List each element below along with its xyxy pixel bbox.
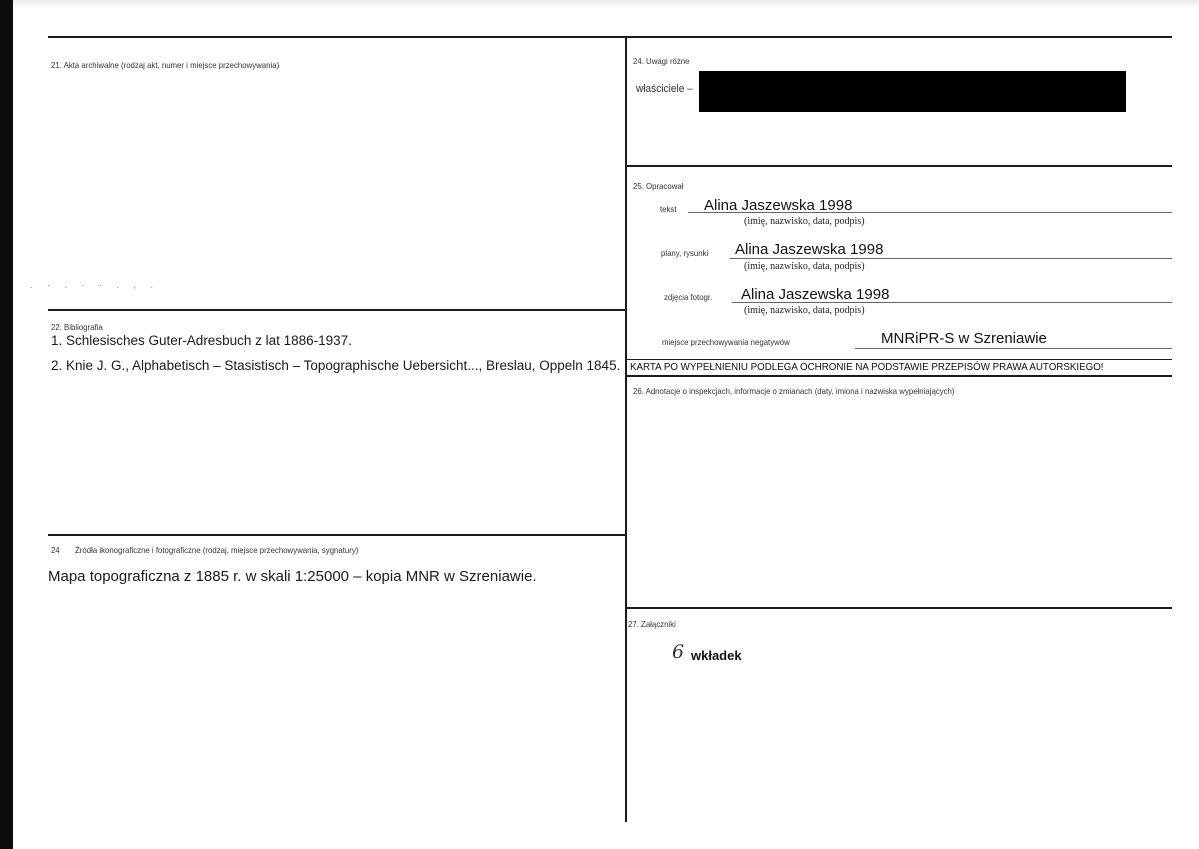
text-author-value: Alina Jaszewska 1998 [704,197,853,214]
section-27-label: 27. Załączniki [628,619,676,629]
negatives-underline [855,348,1172,349]
drawings-author-label: plany, rysunki [661,248,709,258]
bibliography-item-2: 2. Knie J. G., Alphabetisch – Stasistisch – Topographische Uebersicht..., Breslau, Oppeln 1845. [51,358,621,373]
photos-author-hint: (imię, nazwisko, data, podpis) [744,305,865,316]
section-24-notes-label: 24. Uwagi różne [633,56,690,66]
right-divider-25 [626,165,1172,167]
copyright-warning: KARTA PO WYPEŁNIENIU PODLEGA OCHRONIE NA PODSTAWIE PRZEPISÓW PRAWA AUTORSKIEGO! [630,361,1104,373]
text-author-underline [688,212,1172,213]
top-border [48,36,1172,38]
section-24-number: 24 [51,545,60,555]
section-25-label: 25. Opracował [633,181,684,191]
negatives-value: MNRiPR-S w Szreniawie [881,330,1047,347]
negatives-label: miejsce przechowywania negatywów [662,337,790,347]
redacted-owner-name [699,71,1126,112]
text-author-label: tekst [660,204,677,214]
text-author-hint: (imię, nazwisko, data, podpis) [744,216,865,227]
right-divider-warning-top [626,359,1172,360]
photos-author-label: zdjęcia fotogr. [664,292,713,302]
scan-noise: . · . · · . , . [30,280,159,290]
section-22-label: 22. Bibliografia [51,322,103,332]
drawings-author-value: Alina Jaszewska 1998 [735,241,884,258]
drawings-author-underline [730,258,1172,259]
bibliography-item-1: 1. Schlesisches Guter-Adresbuch z lat 1886-1937. [51,333,352,348]
photos-author-underline [732,302,1172,303]
left-divider-24 [48,534,626,536]
iconography-content: Mapa topograficzna z 1885 r. w skali 1:25000 – kopia MNR w Szreniawie. [48,568,537,585]
scan-left-edge [0,0,13,849]
section-26-label: 26. Adnotacje o inspekcjach, informacje o zmianach (daty, imiona i nazwiska wypełniających) [633,386,955,396]
right-divider-27 [626,607,1172,609]
drawings-author-hint: (imię, nazwisko, data, podpis) [744,261,865,272]
right-divider-26 [626,375,1172,377]
photos-author-value: Alina Jaszewska 1998 [741,286,890,303]
attachments-text: wkładek [691,648,742,663]
center-divider [625,37,627,822]
scan-top-edge [13,0,1199,8]
section-24-label: Źródła ikonograficzne i fotograficzne (rodzaj, miejsce przechowywania, sygnatury) [75,545,359,555]
owners-label: właściciele – [636,83,693,95]
section-21-label: 21. Akta archiwalne (rodzaj akt, numer i miejsce przechowywania) [51,60,280,70]
left-divider-22 [48,309,626,311]
attachments-count: 6 [672,641,685,663]
